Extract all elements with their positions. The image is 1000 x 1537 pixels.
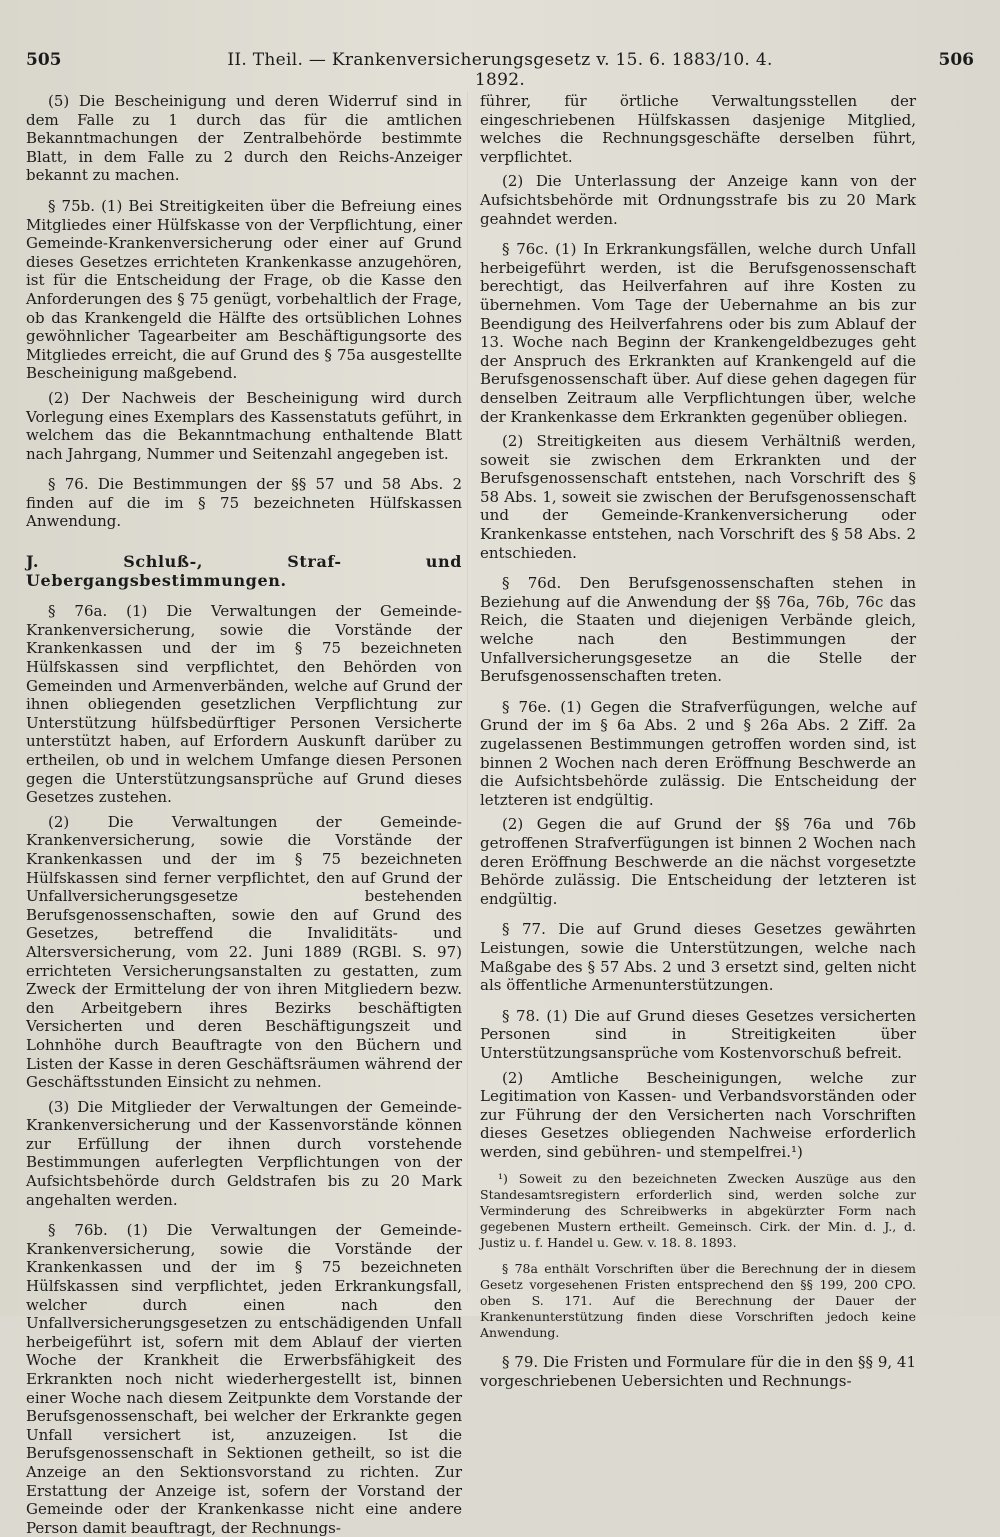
section-heading-j: J. Schluß-, Straf- und Uebergangsbestimmungen. [26, 552, 462, 590]
paragraph-78a: § 78a enthält Vorschriften über die Berechnung der in diesem Gesetz vorgesehenen Fristen entsprechend den §§ 199, 200 CPO. oben S. 171. Auf die Berechnung der Dauer der Krankenunterstützung finden diese Vorschriften jedoch keine Anwendung. [480, 1261, 916, 1341]
paragraph-76b-continued: führer, für örtliche Verwaltungsstellen der eingeschriebenen Hülfskassen dasjenige Mitglied, welches die Rechnungsgeschäfte derselben führt, verpflichtet. [480, 92, 916, 166]
paragraph-78-1: § 78. (1) Die auf Grund dieses Gesetzes versicherten Personen sind in Streitigkeiten über Unterstützungsansprüche vom Kostenvorschuß befreit. [480, 1006, 916, 1062]
right-column [480, 92, 916, 1391]
paragraph-78-2: (2) Amtliche Bescheinigungen, welche zur Legitimation von Kassen- und Verbandsvorständen oder zur Führung der den Versicherten nach Vorschriften dieses Gesetzes obliegenden Nachweise erforderlich werden, sind gebühren- und stempelfrei.¹) [480, 1068, 916, 1161]
paragraph-76b-2: (2) Die Unterlassung der Anzeige kann von der Aufsichtsbehörde mit Ordnungsstrafe bis zu 20 Mark geahndet werden. [480, 172, 916, 228]
paragraph-76a-3: (3) Die Mitglieder der Verwaltungen der Gemeinde-Krankenversicherung und der Kassenvorstände können zur Erfüllung der ihnen durch vorstehende Bestimmungen auferlegten Verpflichtungen von der Aufsichtsbehörde durch Geldstrafen bis zu 20 Mark angehalten werden. [26, 1097, 462, 1209]
page-header [26, 50, 974, 90]
paragraph-79: § 79. Die Fristen und Formulare für die in den §§ 9, 41 vorgeschriebenen Uebersichten und Rechnungs- [480, 1353, 916, 1391]
paragraph-76c-2: (2) Streitigkeiten aus diesem Verhältniß werden, soweit sie zwischen dem Erkrankten und der Berufsgenossenschaft entstehen, nach Vorschrift des § 58 Abs. 1, soweit sie zwischen der Berufsgenossenschaft und der Gemeinde-Krankenversicherung oder Krankenkasse entstehen, nach Vorschrift des § 58 Abs. 2 entschieden. [480, 432, 916, 562]
paragraph-76a-2: (2) Die Verwaltungen der Gemeinde-Krankenversicherung, sowie die Vorstände der Krankenkassen und der im § 75 bezeichneten Hülfskassen sind ferner verpflichtet, den auf Grund der Unfallversicherungsgesetze bestehenden Berufsgenossenschaften, sowie den auf Grund des Gesetzes, betreffend die Invaliditäts- und Altersversicherung, vom 22. Juni 1889 (RGBl. S. 97) errichteten Versicherungsanstalten zu gestatten, zum Zweck der Ermittelung der von ihren Mitgliedern bezw. den Arbeitgebern ihres Bezirks beschäftigten Versicherten und deren Beschäftigungszeit und Lohnhöhe durch Beauftragte von den Büchern und Listen der Kasse in deren Geschäftsräumen während der Geschäftsstunden Einsicht zu nehmen. [26, 812, 462, 1092]
paragraph-76b-1: § 76b. (1) Die Verwaltungen der Gemeinde-Krankenversicherung, sowie die Vorstände der Krankenkassen und der im § 75 bezeichneten Hülfskassen sind verpflichtet, jeden Erkrankungsfall, welcher durch einen nach den Unfallversicherungsgesetzen zu entschädigenden Unfall herbeigeführt ist, sofern mit dem Ablauf der vierten Woche der Krankheit die Erwerbsfähigkeit des Erkrankten noch nicht wiederhergestellt ist, binnen einer Woche nach diesem Zeitpunkte dem Vorstande der Berufsgenossenschaft, bei welcher der Erkrankte gegen Unfall versichert ist, anzuzeigen. Ist die Berufsgenossenschaft in Sektionen getheilt, so ist die Anzeige an den Sektionsvorstand zu richten. Zur Erstattung der Anzeige ist, sofern der Vorstand der Gemeinde oder der Krankenkasse nicht eine andere Person damit beauftragt, der Rechnungs- [26, 1221, 462, 1537]
footnote-1: ¹) Soweit zu den bezeichneten Zwecken Auszüge aus den Standesamtsregistern erforderlich sind, werden solche zur Verminderung des Schreibwerks in abgekürzter Form nach gegebenen Mustern ertheilt. Gemeinsch. Cirk. der Min. d. J., d. Justiz u. f. Handel u. Gew. v. 18. 8. 1893. [480, 1171, 916, 1251]
paragraph-75b-1: § 75b. (1) Bei Streitigkeiten über die Befreiung eines Mitgliedes einer Hülfskasse von der Verpflichtung, einer Gemeinde-Krankenversicherung oder einer auf Grund dieses Gesetzes errichteten Krankenkasse anzugehören, ist für die Entscheidung der Frage, ob die Kasse den Anforderungen des § 75 genügt, vorbehaltlich der Frage, ob das Krankengeld die Hälfte des ortsüblichen Lohnes gewöhnlicher Tagearbeiter am Beschäftigungsorte des Mitgliedes erreicht, die auf Grund des § 75a ausgestellte Bescheinigung maßgebend. [26, 196, 462, 383]
page-number-right: 506 [938, 50, 974, 70]
paragraph-76e-2: (2) Gegen die auf Grund der §§ 76a und 76b getroffenen Strafverfügungen ist binnen 2 Wochen nach deren Eröffnung Beschwerde an die nächst vorgesetzte Behörde zulässig. Die Entscheidung der letzteren ist endgültig. [480, 815, 916, 908]
page-number-left: 505 [26, 50, 62, 70]
paragraph-77: § 77. Die auf Grund dieses Gesetzes gewährten Leistungen, sowie die Unterstützungen, welche nach Maßgabe des § 57 Abs. 2 und 3 ersetzt sind, gelten nicht als öffentliche Armenunterstützungen. [480, 920, 916, 995]
paragraph-76: § 76. Die Bestimmungen der §§ 57 und 58 Abs. 2 finden auf die im § 75 bezeichneten Hülfskassen Anwendung. [26, 475, 462, 531]
paragraph-76d: § 76d. Den Berufsgenossenschaften stehen in Beziehung auf die Anwendung der §§ 76a, 76b, 76c das Reich, die Staaten und diejenigen Verbände gleich, welche nach den Bestimmungen der Unfallversicherungsgesetze an die Stelle der Berufsgenossenschaften treten. [480, 574, 916, 686]
paragraph-75b-2: (2) Der Nachweis der Bescheinigung wird durch Vorlegung eines Exemplars des Kassenstatuts geführt, in welchem das die Bekanntmachung enthaltende Blatt nach Jahrgang, Nummer und Seitenzahl angegeben ist. [26, 388, 462, 463]
paragraph-76a-1: § 76a. (1) Die Verwaltungen der Gemeinde-Krankenversicherung, sowie die Vorstände der Krankenkassen und der im § 75 bezeichneten Hülfskassen sind verpflichtet, den Behörden von Gemeinden und Armenverbänden, welche auf Grund der ihnen obliegenden gesetzlichen Verpflichtung zur Unterstützung hülfsbedürftiger Personen Versicherte unterstützt haben, auf Erfordern Auskunft darüber zu ertheilen, ob und in welchem Umfange diesen Personen gegen die Unterstützungsansprüche auf Grund dieses Gesetzes zustehen. [26, 602, 462, 807]
paragraph-76e-1: § 76e. (1) Gegen die Strafverfügungen, welche auf Grund der im § 6a Abs. 2 und § 26a Abs. 2 Ziff. 2a zugelassenen Bestimmungen getroffen worden sind, ist binnen 2 Wochen nach deren Eröffnung Beschwerde an die Aufsichtsbehörde zulässig. Die Entscheidung der letzteren ist endgültig. [480, 697, 916, 809]
left-column [26, 92, 462, 1537]
paragraph-76c-1: § 76c. (1) In Erkrankungsfällen, welche durch Unfall herbeigeführt werden, ist die Berufsgenossenschaft berechtigt, das Heilverfahren auf ihre Kosten zu übernehmen. Vom Tage der Uebernahme an bis zur Beendigung des Heilverfahrens oder bis zum Ablauf der 13. Woche nach Beginn der Krankengeldbezuges geht der Anspruch des Erkrankten auf Krankengeld auf die Berufsgenossenschaft über. Auf diese gehen dagegen für denselben Zeitraum alle Verpflichtungen über, welche der Krankenkasse dem Erkrankten gegenüber obliegen. [480, 240, 916, 426]
paragraph-75a-5: (5) Die Bescheinigung und deren Widerruf sind in dem Falle zu 1 durch das für die amtlichen Bekanntmachungen der Zentralbehörde bestimmte Blatt, in dem Falle zu 2 durch den Reichs-Anzeiger bekannt zu machen. [26, 92, 462, 185]
column-gutter [467, 92, 468, 1292]
running-title: II. Theil. — Krankenversicherungsgesetz v. 15. 6. 1883/10. 4. 1892. [227, 50, 773, 90]
